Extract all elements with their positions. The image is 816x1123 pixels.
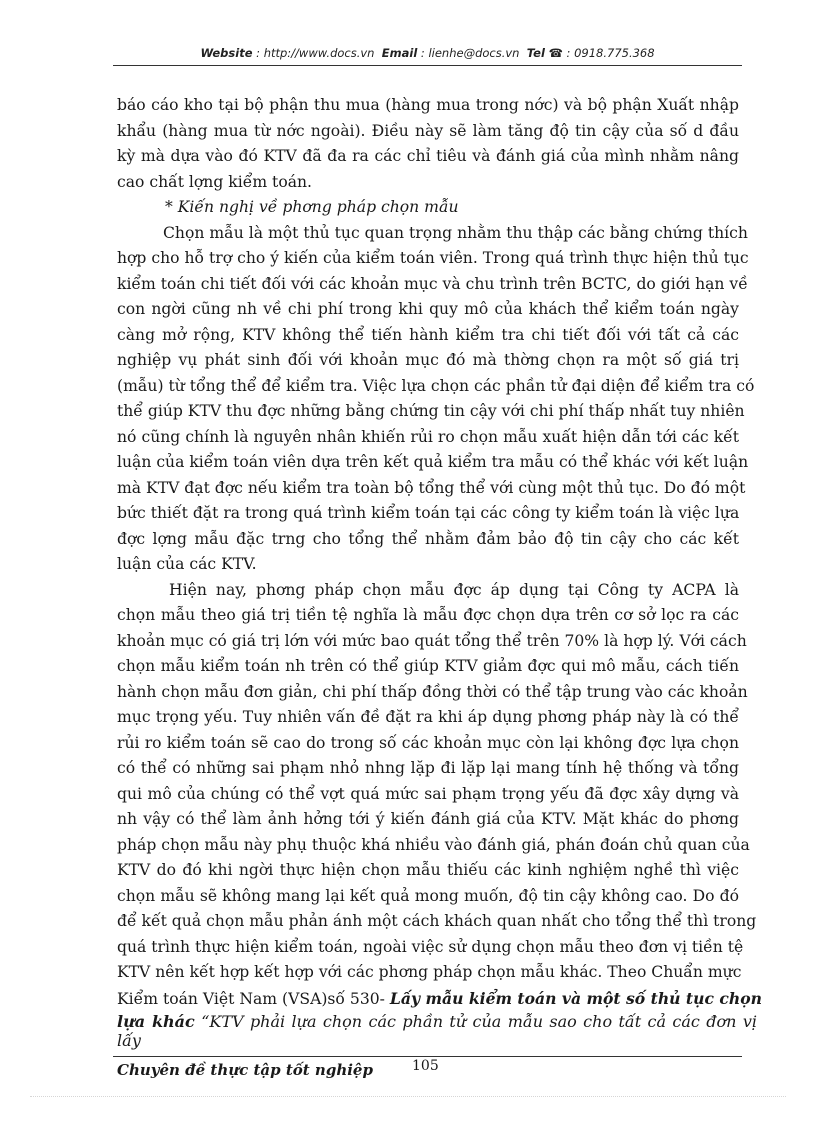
text-line: nó cũng chính là nguyên nhân khiến rủi ro chọn mẫu xuất hiện dẫn tới các kết	[117, 427, 739, 446]
text-line-cut-off	[117, 1012, 758, 1050]
page-header	[113, 46, 742, 64]
text-line: Hiện nay, phơng pháp chọn mẫu đợc áp dụng tại Công ty ACPA là	[169, 580, 739, 599]
text-line: chọn mẫu kiểm toán nh trên có thể giúp KTV giảm đợc qui mô mẫu, cách tiến	[117, 657, 739, 675]
text-line: con ngời cũng nh về chi phí trong khi quy mô của khách thể kiểm toán ngày	[117, 300, 739, 318]
text-line: nh vậy có thể làm ảnh hởng tới ý kiến đánh giá của KTV. Mặt khác do phơng	[117, 810, 739, 828]
text-line: quá trình thực hiện kiểm toán, ngoài việc sử dụng chọn mẫu theo đơn vị tiền tệ	[117, 937, 744, 956]
standard-ref-text: Kiểm toán Việt Nam (VSA)số 530-	[117, 989, 390, 1008]
footer-title: Chuyên đề thực tập tốt nghiệp	[117, 1061, 373, 1079]
text-line: luận của kiểm toán viên dựa trên kết quả kiểm tra mẫu có thể khác với kết luận	[117, 453, 749, 471]
text-line: (mẫu) từ tổng thể để kiểm tra. Việc lựa chọn các phần tử đại diện để kiểm tra có	[117, 376, 755, 395]
text-line: báo cáo kho tại bộ phận thu mua (hàng mua trong nớc) và bộ phận Xuất nhập	[117, 96, 739, 114]
quotation-text: “KTV phải lựa chọn các phần tử của mẫu sao cho tất cả các đơn vị lấy	[117, 1012, 758, 1050]
text-line: mục trọng yếu. Tuy nhiên vấn đề đặt ra khi áp dụng phơng pháp này là có thể	[117, 708, 739, 726]
header-rule	[113, 65, 742, 66]
document-body	[117, 93, 762, 1011]
text-line: qui mô của chúng có thể vợt quá mức sai phạm trọng yếu đã đợc xây dựng và	[117, 784, 739, 803]
text-line: bức thiết đặt ra trong quá trình kiểm toán tại các công ty kiểm toán là việc lựa	[117, 504, 740, 522]
text-line: nghiệp vụ phát sinh đối với khoản mục đó mà thờng chọn ra một số giá trị	[117, 351, 739, 369]
page-bottom-divider	[30, 1096, 786, 1097]
website-value: : http://www.docs.vn	[256, 46, 375, 60]
page-number: 105	[412, 1058, 439, 1074]
text-line: thể giúp KTV thu đợc những bằng chứng tin cậy với chi phí thấp nhất tuy nhiên	[117, 402, 745, 420]
standard-title: Lấy mẫu kiểm toán và một số thủ tục chọn	[389, 988, 762, 1008]
phone-icon: ☎	[548, 46, 563, 60]
tel-value: : 0918.775.368	[566, 46, 655, 60]
text-line: mà KTV đạt đợc nếu kiểm tra toàn bộ tổng thể với cùng một thủ tục. Do đó một	[117, 478, 746, 497]
text-line: kiểm toán chi tiết đối với các khoản mục và chu trình trên BCTC, do giới hạn về	[117, 274, 748, 293]
text-line: KTV do đó khi ngời thực hiện chọn mẫu thiếu các kinh nghiệm nghề thì việc	[117, 861, 739, 879]
footer-rule	[113, 1056, 742, 1057]
email-value: : lienhe@docs.vn	[420, 46, 520, 60]
standard-title-end: lựa khác	[117, 1012, 195, 1031]
text-line: càng mở rộng, KTV không thể tiến hành kiểm tra chi tiết đối với tất cả các	[117, 325, 739, 344]
text-line: khoản mục có giá trị lớn với mức bao quát tổng thể trên 70% là hợp lý. Với cách	[117, 631, 747, 650]
text-line: KTV nên kết hợp kết hợp với các phơng pháp chọn mẫu khác. Theo Chuẩn mực	[117, 963, 742, 981]
text-line: hợp cho hỗ trợ cho ý kiến của kiểm toán viên. Trong quá trình thực hiện thủ tục	[117, 249, 749, 267]
text-line: để kết quả chọn mẫu phản ánh một cách khách quan nhất cho tổng thể thì trong	[117, 912, 757, 930]
text-line: khẩu (hàng mua từ nớc ngoài). Điều này sẽ làm tăng độ tin cậy của số d đầu	[117, 121, 739, 140]
text-line: có thể có những sai phạm nhỏ nhng lặp đi lặp lại mang tính hệ thống và tổng	[117, 759, 739, 777]
text-line: hành chọn mẫu đơn giản, chi phí thấp đồng thời có thể tập trung vào các khoản	[117, 682, 748, 701]
text-line-standard-ref	[117, 986, 762, 1012]
email-label: Email	[381, 46, 418, 60]
text-line: chọn mẫu theo giá trị tiền tệ nghĩa là mẫu đợc chọn dựa trên cơ sở lọc ra các	[117, 606, 739, 624]
text-line: cao chất lợng kiểm toán.	[117, 172, 313, 191]
section-heading: * Kiến nghị về phơng pháp chọn mẫu	[165, 198, 459, 216]
text-line: chọn mẫu sẽ không mang lại kết quả mong muốn, độ tin cậy không cao. Do đó	[117, 886, 739, 905]
text-line: luận của các KTV.	[117, 555, 257, 573]
text-line: Chọn mẫu là một thủ tục quan trọng nhằm thu thập các bằng chứng thích	[163, 223, 748, 242]
tel-label: Tel	[526, 46, 545, 60]
text-line: đợc lợng mẫu đặc trng cho tổng thể nhằm đảm bảo độ tin cậy cho các kết	[117, 529, 739, 548]
website-label: Website	[200, 46, 253, 60]
text-line: rủi ro kiểm toán sẽ cao do trong số các khoản mục còn lại không đợc lựa chọn	[117, 733, 739, 752]
text-line: kỳ mà dựa vào đó KTV đã đa ra các chỉ tiêu và đánh giá của mình nhằm nâng	[117, 147, 739, 165]
cut-off-line-container	[117, 1012, 758, 1050]
text-line: pháp chọn mẫu này phụ thuộc khá nhiều vào đánh giá, phán đoán chủ quan của	[117, 835, 750, 854]
